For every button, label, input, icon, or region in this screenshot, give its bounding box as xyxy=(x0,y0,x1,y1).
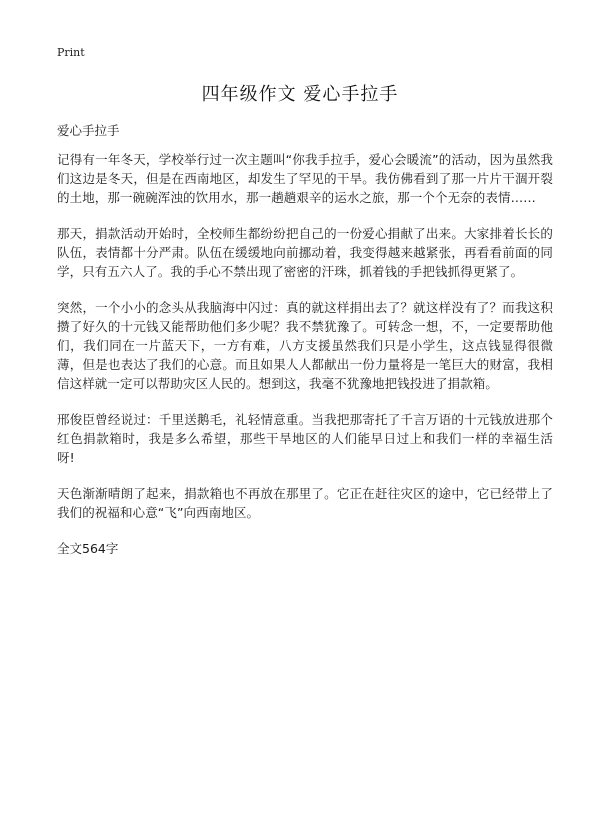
paragraph: 天色渐渐晴朗了起来，捐款箱也不再放在那里了。它正在赶往灾区的途中，它已经带上了我们的祝福和心意“飞”向西南地区。 xyxy=(57,486,553,520)
paragraph: 记得有一年冬天，学校举行过一次主题叫“你我手拉手，爱心会暖流”的活动，因为虽然我们这边是冬天，但是在西南地区，却发生了罕见的干旱。我仿佛看到了那一片片干涸开裂的土地，那一碗碗浑浊的饮用水，那一趟趟艰辛的运水之旅，那一个个无奈的表情…… xyxy=(57,152,553,205)
article-subtitle: 爱心手拉手 xyxy=(57,123,120,138)
paragraph: 邢俊臣曾经说过：千里送鹅毛，礼轻情意重。当我把那寄托了千言万语的十元钱放进那个红色捐款箱时，我是多么希望，那些干旱地区的人们能早日过上和我们一样的幸福生活呀! xyxy=(57,412,553,465)
paragraph: 那天，捐款活动开始时，全校师生都纷纷把自己的一份爱心捐献了出来。大家排着长长的队伍，表情都十分严肃。队伍在缓缓地向前挪动着，我变得越来越紧张，再看看前面的同学，只有五六人了。我的手心不禁出现了密密的汗珠，抓着钱的手把钱抓得更紧了。 xyxy=(57,226,553,279)
paragraph: 突然，一个小小的念头从我脑海中闪过：真的就这样捐出去了？就这样没有了？而我这积攒了好久的十元钱又能帮助他们多少呢？我不禁犹豫了。可转念一想，不，一定要帮助他们，我们同在一片蓝天下，一方有难，八方支援虽然我们只是小学生，这点钱显得很微薄，但是也表达了我们的心意。而且如果人人都献出一份力量将是一笔巨大的财富，我相信这样就一定可以帮助灾区人民的。想到这，我毫不犹豫地把钱投进了捐款箱。 xyxy=(57,300,553,391)
article-body xyxy=(57,150,553,557)
article-title: 四年级作文 爱心手拉手 xyxy=(201,84,399,105)
print-link[interactable]: Print xyxy=(57,46,85,59)
word-count: 全文564字 xyxy=(57,541,119,556)
